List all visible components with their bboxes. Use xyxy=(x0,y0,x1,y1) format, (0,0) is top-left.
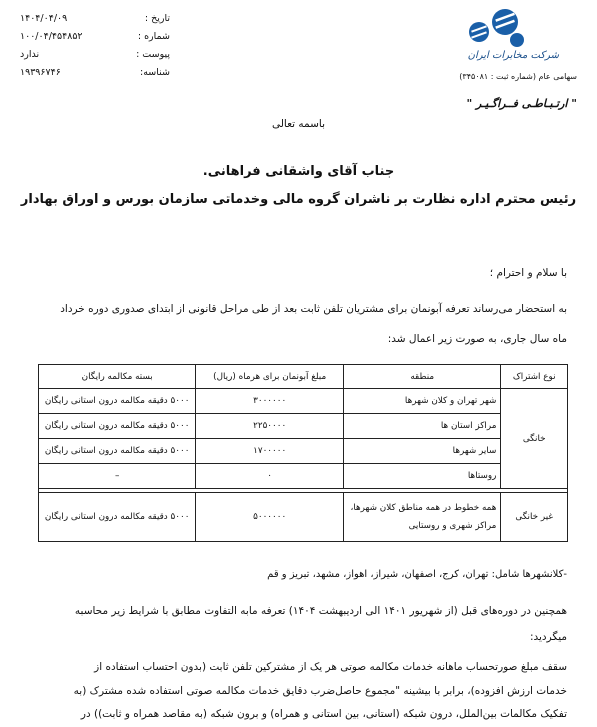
addressee-name: جناب آقای واشقانی فراهانی. xyxy=(202,164,395,179)
nonresidential-label: غیر خانگی xyxy=(501,493,568,542)
table-row xyxy=(39,493,568,542)
table-row xyxy=(39,414,568,439)
region-cell: مراکز استان ها xyxy=(343,414,500,439)
header-package: بسته مکالمه رایگان xyxy=(39,365,196,389)
attachment-row xyxy=(20,46,170,64)
para3-line-1: سقف مبلغ صورتحساب ماهانه خدمات مکالمه صوتی هر یک از مشترکین تلفن ثابت (بدون احتساب استفاده از xyxy=(94,661,567,673)
addressee-title: رئیس محترم اداره نظارت بر ناشران گروه مالی وخدماتی سازمان بورس و اوراق بهادار xyxy=(20,192,577,207)
residential-label: خانگی xyxy=(501,389,568,489)
metro-footnote: -کلانشهرها شامل: تهران، کرج، اصفهان، شیراز، اهواز، مشهد، تبریز و قم xyxy=(267,569,567,580)
id-value: ۱۹۳۹۶۷۴۶ xyxy=(20,67,61,78)
fee-cell: ۲۲۵۰۰۰۰ xyxy=(196,414,344,439)
para3-line-2: خدمات ارزش افزوده)، برابر با بیشینه "مجموع حاصل‌ضرب دقایق خدمات مکالمه صوتی استفاده شده مشترک (به xyxy=(73,685,567,697)
package-cell: ۵۰۰۰ دقیقه مکالمه درون استانی رایگان xyxy=(39,414,196,439)
fee-cell: ۵۰۰۰۰۰۰ xyxy=(196,493,344,542)
date-label: تاریخ : xyxy=(144,13,170,24)
slogan-badge: " ارتـبـاطـی فــراگـیـر " xyxy=(466,97,577,110)
number-row xyxy=(20,28,170,46)
tariff-table xyxy=(38,364,568,542)
header-fee: مبلغ آبونمان برای هرماه (ریال) xyxy=(196,365,344,389)
intro-line-1: به استحضار می‌رساند تعرفه آبونمان برای مشتریان تلفن ثابت بعد از طی مراحل قانونی از ابتدای صدوری دوره خرداد xyxy=(60,303,567,315)
tci-logo-icon xyxy=(459,6,529,52)
id-label: شناسه: xyxy=(140,67,170,78)
package-cell: ۵۰۰۰ دقیقه مکالمه درون استانی رایگان xyxy=(39,493,196,542)
date-value: ۱۴۰۴/۰۴/۰۹ xyxy=(20,13,68,24)
nonresidential-region-line-1: همه خطوط در همه مناطق کلان شهرها، xyxy=(350,503,497,513)
attachment-value: ندارد xyxy=(20,49,40,60)
number-value: ۱۰۰/۰۴/۴۵۴۸۵۲ xyxy=(20,31,83,42)
package-cell: ۵۰۰۰ دقیقه مکالمه درون استانی رایگان xyxy=(39,439,196,464)
fee-cell: ۱۷۰۰۰۰۰ xyxy=(196,439,344,464)
nonresidential-region-line-2: مراکز شهری و روستایی xyxy=(408,521,497,531)
intro-line-2: ماه سال جاری، به صورت زیر اعمال شد: xyxy=(387,333,567,345)
greeting: با سلام و احترام ؛ xyxy=(489,267,567,279)
para2-line-2: میگردید: xyxy=(529,631,567,643)
company-name: شرکت مخابرات ایران xyxy=(467,50,559,61)
basmala: باسمه تعالی xyxy=(271,118,326,130)
fee-cell: ۰ xyxy=(196,464,344,489)
company-registration: سهامی عام (شماره ثبت : ۳۴۵۰۸۱) xyxy=(459,72,577,81)
region-cell: شهر تهران و کلان شهرها xyxy=(343,389,500,414)
id-row xyxy=(20,64,170,82)
region-cell: روستاها xyxy=(343,464,500,489)
attachment-label: پیوست : xyxy=(136,49,170,60)
region-cell: سایر شهرها xyxy=(343,439,500,464)
letter-meta xyxy=(20,10,170,82)
table-row xyxy=(39,464,568,489)
header-region: منطقه xyxy=(343,365,500,389)
package-cell: ۵۰۰۰ دقیقه مکالمه درون استانی رایگان xyxy=(39,389,196,414)
header-type: نوع اشتراک xyxy=(501,365,568,389)
fee-cell: ۳۰۰۰۰۰۰ xyxy=(196,389,344,414)
date-row xyxy=(20,10,170,28)
para2-line-1: همچنین در دوره‌های قبل (از شهریور ۱۴۰۱ الی اردیبهشت ۱۴۰۴) تعرفه مابه التفاوت مطابق با شرایط زیر محاسبه xyxy=(74,605,567,617)
table-row xyxy=(39,389,568,414)
table-header-row xyxy=(39,365,568,389)
number-label: شماره : xyxy=(137,31,170,42)
company-logo xyxy=(397,6,577,88)
package-cell: – xyxy=(39,464,196,489)
table-row xyxy=(39,439,568,464)
para3-line-3: تفکیک مکالمات بین‌الملل، درون شبکه (استانی، بین استانی و همراه) و برون شبکه (به مقاصد همراه و ثابت)) در xyxy=(80,708,567,720)
region-cell xyxy=(343,493,500,542)
